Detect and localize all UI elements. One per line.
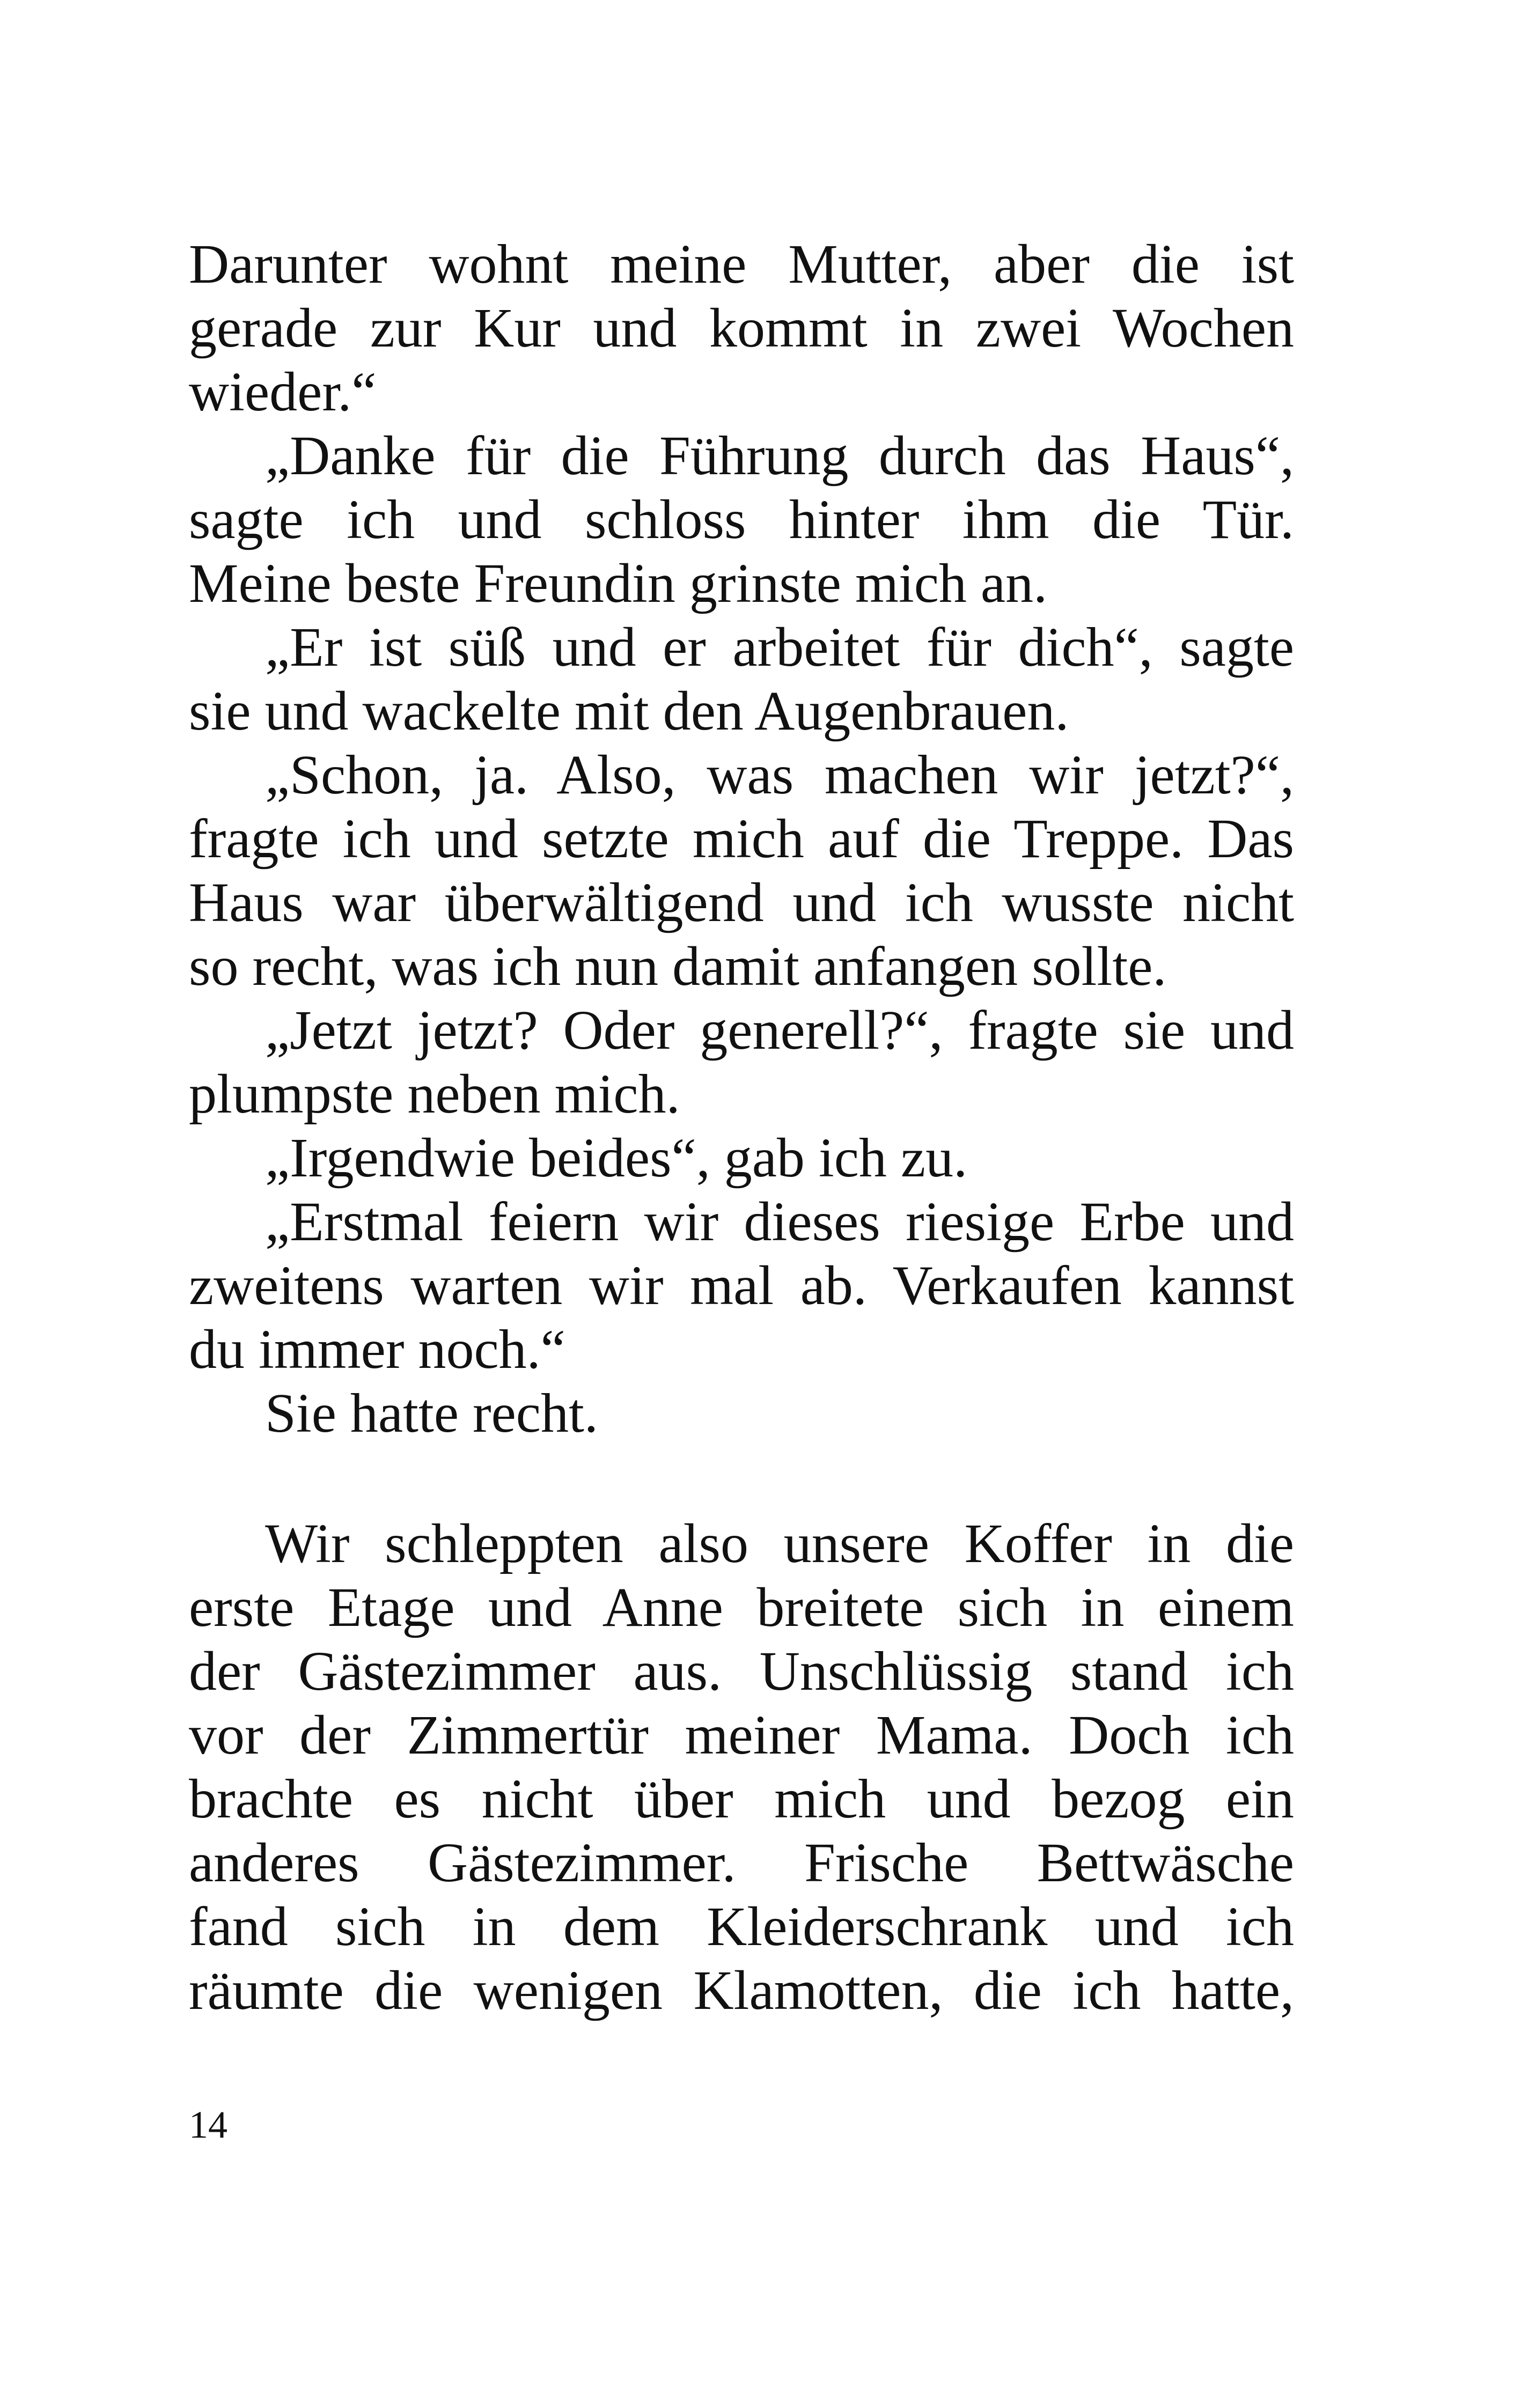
text-line: sagte ich und schloss hinter ihm die Tür. — [189, 489, 1294, 550]
text-line: Darunter wohnt meine Mutter, aber die ist — [189, 233, 1294, 295]
text-line: gerade zur Kur und kommt in zwei Wochen — [189, 297, 1294, 359]
text-section-2 — [189, 1512, 1294, 2022]
text-line: „Jetzt jetzt? Oder generell?“, fragte sie und — [265, 999, 1294, 1061]
text-line: Sie hatte recht. — [265, 1382, 598, 1444]
text-line: „Irgendwie beides“, gab ich zu. — [265, 1127, 968, 1189]
text-line: vor der Zimmertür meiner Mama. Doch ich — [189, 1704, 1294, 1766]
text-line: „Erstmal feiern wir dieses riesige Erbe und — [265, 1191, 1294, 1253]
text-line: „Danke für die Führung durch das Haus“, — [265, 425, 1294, 487]
text-line: Haus war überwältigend und ich wusste nicht — [189, 872, 1294, 933]
text-line: anderes Gästezimmer. Frische Bettwäsche — [189, 1832, 1294, 1894]
text-line: der Gästezimmer aus. Unschlüssig stand ich — [189, 1640, 1294, 1702]
text-line: fand sich in dem Kleiderschrank und ich — [189, 1896, 1294, 1957]
text-line: sie und wackelte mit den Augenbrauen. — [189, 680, 1069, 742]
text-line: erste Etage und Anne breitete sich in einem — [189, 1577, 1294, 1638]
page-number: 14 — [189, 2103, 227, 2146]
text-line: „Er ist süß und er arbeitet für dich“, sagte — [265, 616, 1294, 678]
text-line: räumte die wenigen Klamotten, die ich hatte, — [189, 1960, 1294, 2021]
text-line: plumpste neben mich. — [189, 1063, 680, 1125]
text-line: zweitens warten wir mal ab. Verkaufen kannst — [189, 1255, 1294, 1316]
text-line: Meine beste Freundin grinste mich an. — [189, 553, 1048, 614]
text-line: fragte ich und setzte mich auf die Treppe. Das — [189, 808, 1294, 870]
text-section-1 — [189, 232, 1294, 1445]
text-line: brachte es nicht über mich und bezog ein — [189, 1768, 1294, 1830]
text-line: „Schon, ja. Also, was machen wir jetzt?“, — [265, 744, 1294, 806]
text-line: Wir schleppten also unsere Koffer in die — [265, 1513, 1294, 1574]
text-line: du immer noch.“ — [189, 1319, 565, 1380]
text-line: wieder.“ — [189, 361, 377, 423]
text-line: so recht, was ich nun damit anfangen sollte. — [189, 936, 1167, 997]
